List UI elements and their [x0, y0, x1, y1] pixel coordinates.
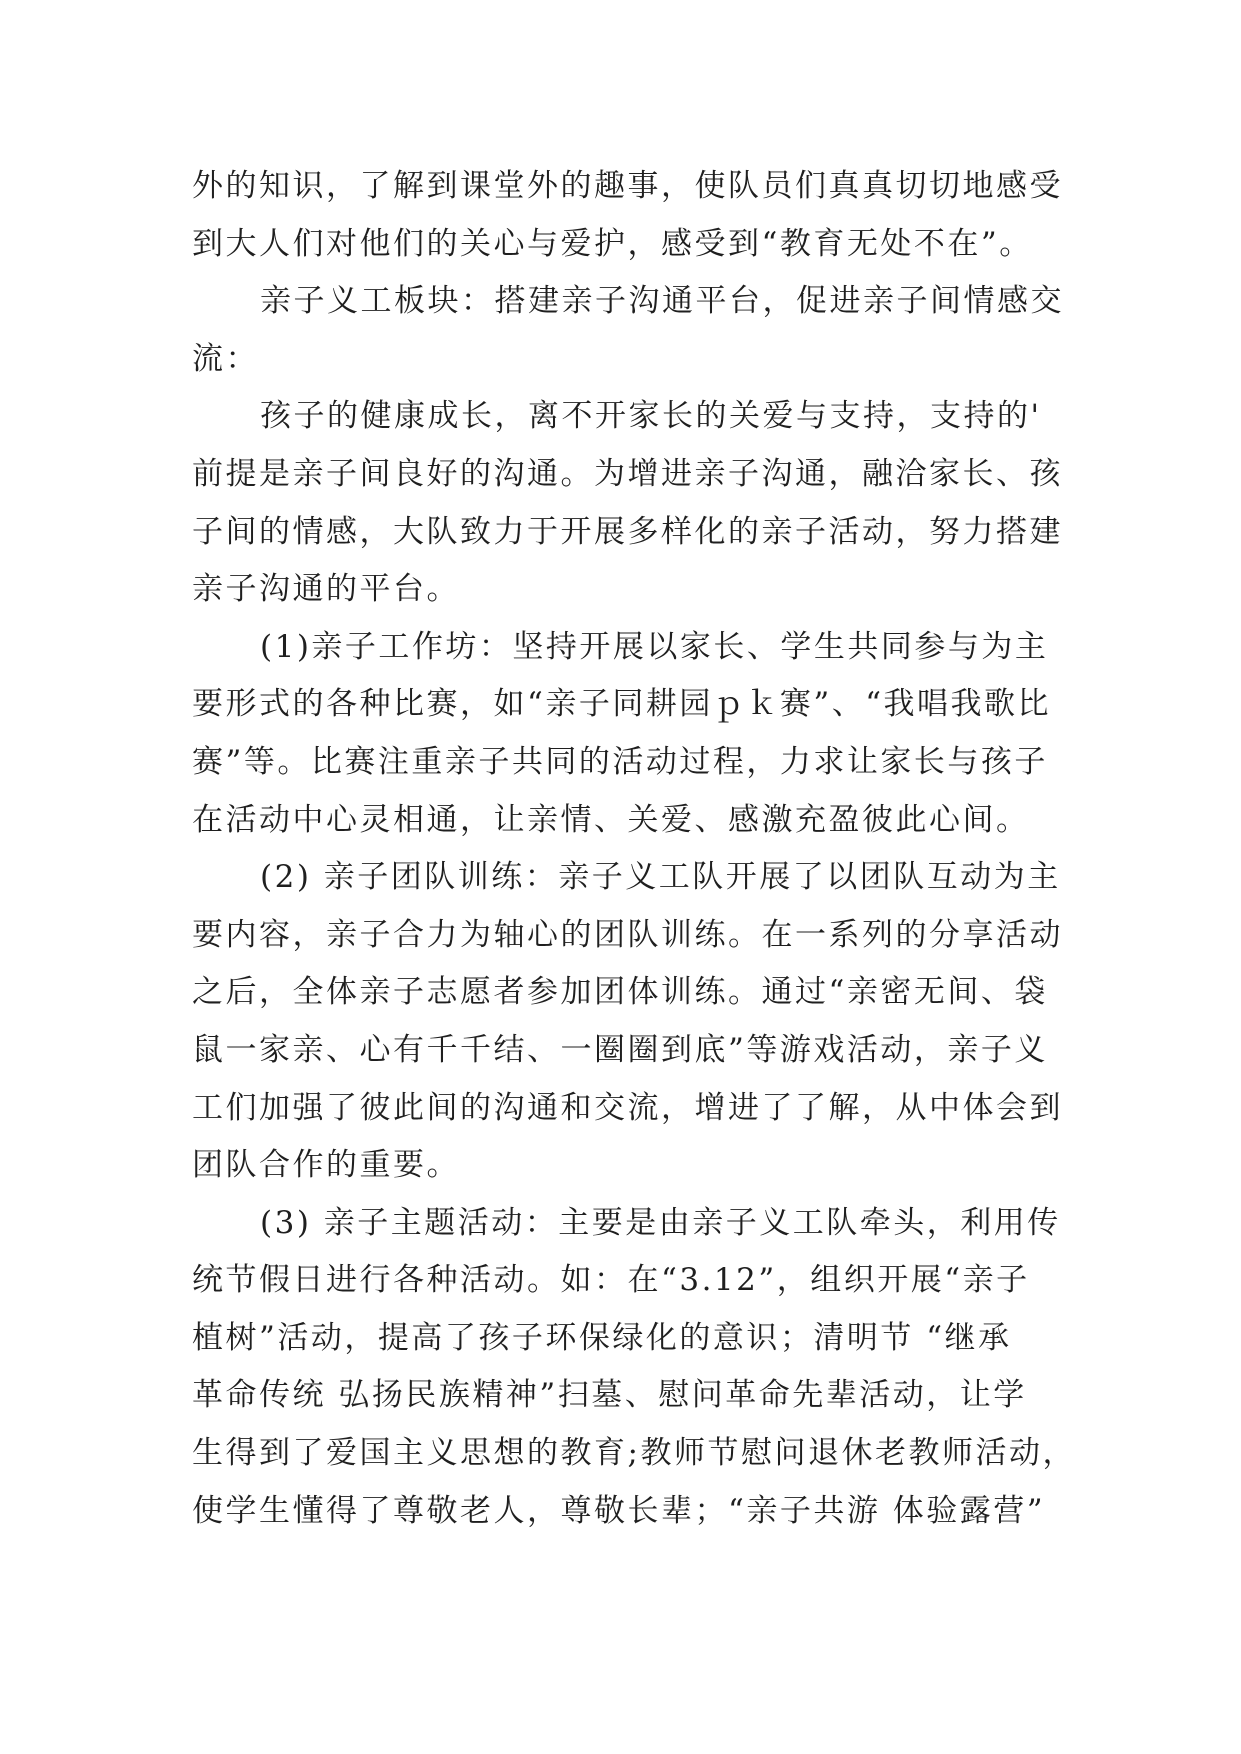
text-line: 统节假日进行各种活动。如：在“3.12”，组织开展“亲子	[192, 1262, 1030, 1299]
text-line: 外的知识，了解到课堂外的趣事，使队员们真真切切地感受	[192, 168, 1063, 204]
text-line: 亲子沟通的平台。	[192, 571, 460, 608]
text-line: 到大人们对他们的关心与爱护，感受到“教育无处不在”。	[192, 225, 1033, 262]
text-line: 前提是亲子间良好的沟通。为增进亲子沟通，融洽家长、孩	[192, 455, 1063, 492]
text-line: 流：	[192, 340, 259, 377]
text-line: 使学生懂得了尊敬老人，尊敬长辈；“亲子共游 体验露营”	[192, 1492, 1046, 1529]
text-line: 生得到了爱国主义思想的教育;教师节慰问退休老教师活动，	[192, 1435, 1076, 1472]
text-line: 团队合作的重要。	[192, 1147, 460, 1184]
text-line: 子间的情感，大队致力于开展多样化的亲子活动，努力搭建	[192, 513, 1063, 550]
text-line: 孩子的健康成长，离不开家长的关爱与支持，支持的'	[260, 398, 1042, 435]
text-line: 要内容，亲子合力为轴心的团队训练。在一系列的分享活动	[192, 916, 1063, 953]
text-line: (1)亲子工作坊：坚持开展以家长、学生共同参与为主	[260, 628, 1049, 665]
text-line: 亲子义工板块：搭建亲子沟通平台，促进亲子间情感交	[260, 283, 1064, 320]
text-line: 之后，全体亲子志愿者参加团体训练。通过“亲密无间、袋	[192, 974, 1048, 1011]
paragraph	[192, 158, 1063, 273]
paragraph	[192, 1195, 1076, 1541]
text-line: (2) 亲子团队训练：亲子义工队开展了以团队互动为主	[260, 859, 1061, 896]
paragraph	[192, 849, 1063, 1195]
text-line: 在活动中心灵相通，让亲情、关爱、感激充盈彼此心间。	[192, 801, 1030, 838]
text-line: 植树”活动，提高了孩子环保绿化的意识；清明节 “继承	[192, 1319, 1012, 1356]
text-line: 要形式的各种比赛，如“亲子同耕园ｐｋ赛”、“我唱我歌比	[192, 686, 1052, 723]
text-line: (3) 亲子主题活动：主要是由亲子义工队牵头，利用传	[260, 1204, 1061, 1241]
text-line: 鼠一家亲、心有千千结、一圈圈到底”等游戏活动，亲子义	[192, 1031, 1048, 1068]
text-line: 革命传统 弘扬民族精神”扫墓、慰问革命先辈活动，让学	[192, 1377, 1027, 1414]
document-page	[192, 158, 1076, 1540]
paragraph	[192, 619, 1052, 849]
text-line: 赛”等。比赛注重亲子共同的活动过程，力求让家长与孩子	[192, 743, 1048, 780]
text-line: 工们加强了彼此间的沟通和交流，增进了了解，从中体会到	[192, 1089, 1063, 1126]
paragraph	[192, 273, 1064, 388]
paragraph	[192, 388, 1063, 618]
